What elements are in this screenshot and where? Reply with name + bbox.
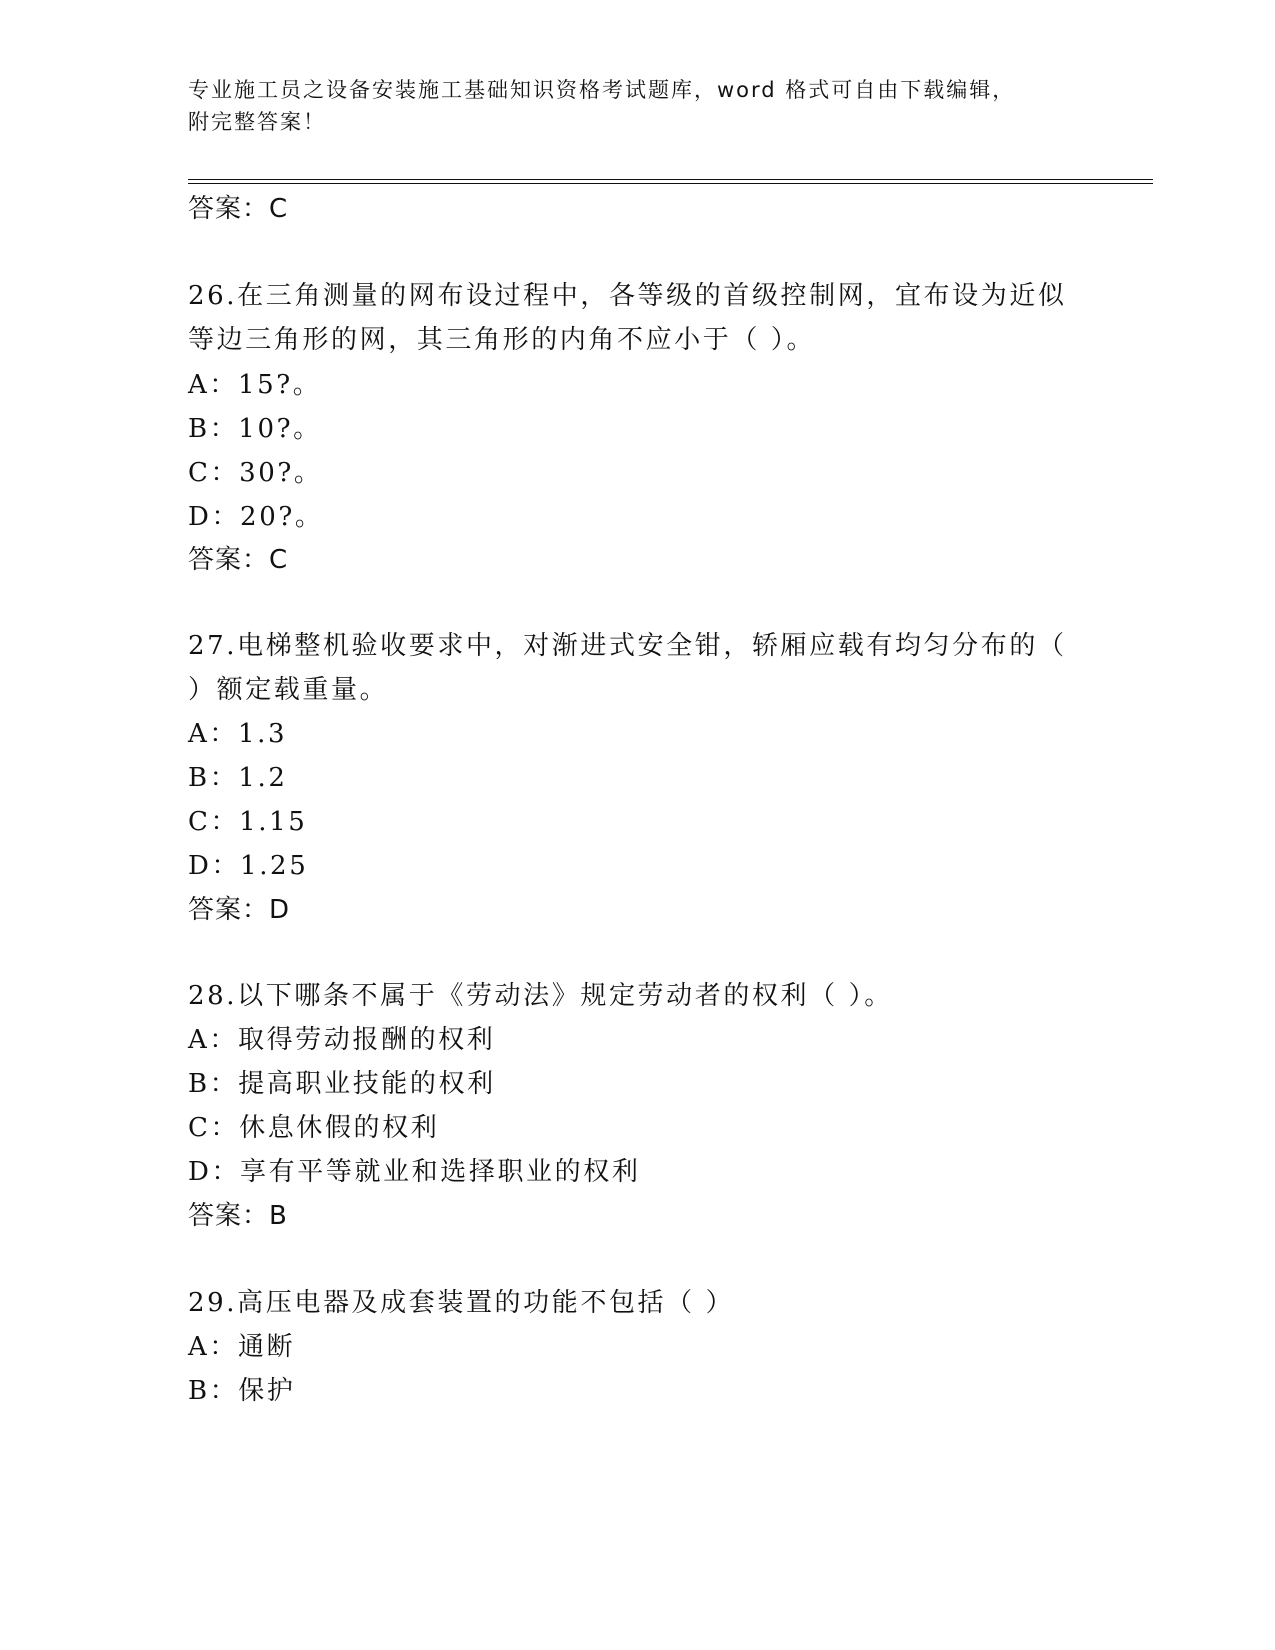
question-27-option-a: A：1.3 xyxy=(188,719,288,749)
question-27-answer: 答案：D xyxy=(188,895,291,925)
question-26-answer: 答案：C xyxy=(188,545,289,575)
question-26-option-d: D：20?。 xyxy=(188,502,324,532)
question-27-option-c: C：1.15 xyxy=(188,807,308,837)
header-line-2: 附完整答案！ xyxy=(188,110,326,134)
question-28-option-d: D：享有平等就业和选择职业的权利 xyxy=(188,1157,641,1187)
header-divider-thick xyxy=(188,183,1153,184)
question-29-stem-line-1: 29.高压电器及成套装置的功能不包括（ ） xyxy=(188,1288,735,1318)
answer-line: 答案：C xyxy=(188,194,289,224)
question-28-option-b: B：提高职业技能的权利 xyxy=(188,1069,496,1099)
question-26-stem-line-2: 等边三角形的网，其三角形的内角不应小于（ ）。 xyxy=(188,325,816,355)
question-28-option-a: A：取得劳动报酬的权利 xyxy=(188,1025,496,1055)
question-26-option-a: A：15?。 xyxy=(188,370,322,400)
question-29-option-a: A：通断 xyxy=(188,1332,296,1362)
question-28-answer: 答案：B xyxy=(188,1201,288,1231)
question-26-option-b: B：10?。 xyxy=(188,414,322,444)
question-28-option-c: C：休息休假的权利 xyxy=(188,1113,440,1143)
question-29-option-b: B：保护 xyxy=(188,1376,296,1406)
header-divider-thin xyxy=(188,179,1153,180)
question-27-option-d: D：1.25 xyxy=(188,851,309,881)
question-27-option-b: B：1.2 xyxy=(188,763,288,793)
question-28-stem-line-1: 28.以下哪条不属于《劳动法》规定劳动者的权利（ ）。 xyxy=(188,981,893,1011)
question-26-stem-line-1: 26.在三角测量的网布设过程中，各等级的首级控制网，宜布设为近似 xyxy=(188,281,1067,311)
header-line-1: 专业施工员之设备安装施工基础知识资格考试题库，word 格式可自由下载编辑， xyxy=(188,78,1016,102)
question-27-stem-line-2: ）额定载重量。 xyxy=(188,675,389,705)
question-27-stem-line-1: 27.电梯整机验收要求中，对渐进式安全钳，轿厢应载有均匀分布的（ xyxy=(188,631,1067,661)
question-26-option-c: C：30?。 xyxy=(188,458,323,488)
document-header xyxy=(188,74,1088,138)
